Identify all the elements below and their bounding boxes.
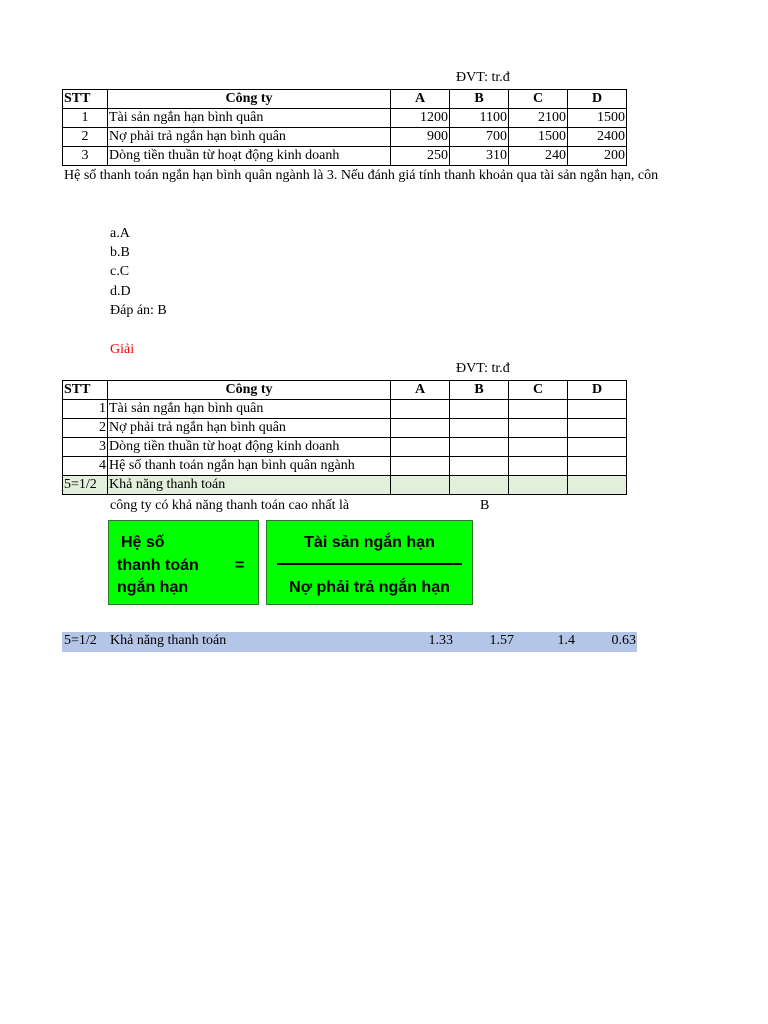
cell-a: 1200 bbox=[391, 109, 450, 128]
header-b: B bbox=[450, 90, 509, 109]
table-row bbox=[63, 109, 627, 128]
conclusion-text: công ty có khả năng thanh toán cao nhất là bbox=[110, 498, 350, 513]
cell-b bbox=[450, 400, 509, 419]
cell-b bbox=[450, 419, 509, 438]
header-stt: STT bbox=[63, 90, 108, 109]
cell-name: Dòng tiền thuần từ hoạt động kinh doanh bbox=[108, 147, 391, 166]
solution-label: Giải bbox=[110, 342, 135, 357]
cell-c bbox=[509, 476, 568, 495]
cell-name: Tài sản ngắn hạn bình quân bbox=[108, 400, 391, 419]
cell-c bbox=[509, 400, 568, 419]
table-row-highlight bbox=[63, 476, 627, 495]
cell-name: Hệ số thanh toán ngắn hạn bình quân ngành bbox=[108, 457, 391, 476]
question-text: Hệ số thanh toán ngắn hạn bình quân ngành là 3. Nếu đánh giá tính thanh khoản qua tài sản ngắn hạn, côn bbox=[64, 168, 659, 183]
header-a: A bbox=[391, 381, 450, 400]
cell-d bbox=[568, 457, 627, 476]
cell-a bbox=[391, 438, 450, 457]
cell-a: 900 bbox=[391, 128, 450, 147]
table-header-row bbox=[63, 381, 627, 400]
cell-c bbox=[509, 438, 568, 457]
solution-table bbox=[62, 380, 627, 495]
cell-name: Khả năng thanh toán bbox=[108, 476, 391, 495]
header-c: C bbox=[509, 381, 568, 400]
header-a: A bbox=[391, 90, 450, 109]
option-d: d.D bbox=[110, 284, 131, 299]
result-row bbox=[62, 632, 637, 652]
header-b: B bbox=[450, 381, 509, 400]
table-row bbox=[63, 147, 627, 166]
option-b: b.B bbox=[110, 245, 130, 260]
result-a: 1.33 bbox=[428, 633, 453, 648]
table-row bbox=[63, 419, 627, 438]
cell-stt: 3 bbox=[63, 147, 108, 166]
unit-label: ĐVT: tr.đ bbox=[456, 361, 510, 376]
cell-stt: 2 bbox=[63, 128, 108, 147]
cell-d bbox=[568, 476, 627, 495]
cell-stt: 2 bbox=[63, 419, 108, 438]
header-stt: STT bbox=[63, 381, 108, 400]
cell-a bbox=[391, 457, 450, 476]
header-d: D bbox=[568, 381, 627, 400]
cell-a bbox=[391, 400, 450, 419]
cell-b bbox=[450, 476, 509, 495]
cell-c: 240 bbox=[509, 147, 568, 166]
cell-stt: 1 bbox=[63, 400, 108, 419]
table-row bbox=[63, 400, 627, 419]
cell-b bbox=[450, 457, 509, 476]
cell-c: 2100 bbox=[509, 109, 568, 128]
cell-b bbox=[450, 438, 509, 457]
result-d: 0.63 bbox=[611, 633, 636, 648]
cell-a: 250 bbox=[391, 147, 450, 166]
header-company: Công ty bbox=[108, 381, 391, 400]
formula-left-line3: ngắn hạn bbox=[117, 579, 189, 596]
cell-name: Nợ phải trả ngắn hạn bình quân bbox=[108, 419, 391, 438]
result-c: 1.4 bbox=[557, 633, 575, 648]
formula-denominator: Nợ phải trả ngắn hạn bbox=[289, 579, 450, 596]
formula-equals: = bbox=[235, 557, 245, 574]
cell-d bbox=[568, 419, 627, 438]
formula-left-line1: Hệ số bbox=[121, 534, 165, 551]
cell-c bbox=[509, 457, 568, 476]
cell-stt: 5=1/2 bbox=[63, 476, 108, 495]
table-row bbox=[63, 438, 627, 457]
table-row bbox=[63, 457, 627, 476]
result-name: Khả năng thanh toán bbox=[110, 633, 227, 648]
formula-left-box bbox=[108, 520, 259, 605]
cell-c: 1500 bbox=[509, 128, 568, 147]
cell-stt: 3 bbox=[63, 438, 108, 457]
formula-left-line2: thanh toán bbox=[117, 557, 199, 574]
cell-a bbox=[391, 419, 450, 438]
cell-d bbox=[568, 438, 627, 457]
data-table bbox=[62, 89, 627, 166]
formula-right-box bbox=[266, 520, 473, 605]
cell-name: Nợ phải trả ngắn hạn bình quân bbox=[108, 128, 391, 147]
cell-name: Tài sản ngắn hạn bình quân bbox=[108, 109, 391, 128]
cell-b: 700 bbox=[450, 128, 509, 147]
cell-stt: 1 bbox=[63, 109, 108, 128]
cell-a bbox=[391, 476, 450, 495]
result-stt: 5=1/2 bbox=[64, 633, 97, 648]
formula-fraction-bar bbox=[277, 563, 462, 565]
header-c: C bbox=[509, 90, 568, 109]
answer-text: Đáp án: B bbox=[110, 303, 167, 318]
cell-d: 2400 bbox=[568, 128, 627, 147]
formula-numerator: Tài sản ngắn hạn bbox=[304, 534, 435, 551]
header-d: D bbox=[568, 90, 627, 109]
cell-name: Dòng tiền thuần từ hoạt động kinh doanh bbox=[108, 438, 391, 457]
cell-stt: 4 bbox=[63, 457, 108, 476]
cell-c bbox=[509, 419, 568, 438]
cell-d: 1500 bbox=[568, 109, 627, 128]
conclusion-value: B bbox=[480, 498, 490, 513]
result-b: 1.57 bbox=[489, 633, 514, 648]
cell-b: 1100 bbox=[450, 109, 509, 128]
cell-d: 200 bbox=[568, 147, 627, 166]
option-a: a.A bbox=[110, 226, 130, 241]
header-company: Công ty bbox=[108, 90, 391, 109]
cell-d bbox=[568, 400, 627, 419]
unit-label: ĐVT: tr.đ bbox=[456, 70, 510, 85]
table-header-row bbox=[63, 90, 627, 109]
option-c: c.C bbox=[110, 264, 130, 279]
cell-b: 310 bbox=[450, 147, 509, 166]
table-row bbox=[63, 128, 627, 147]
